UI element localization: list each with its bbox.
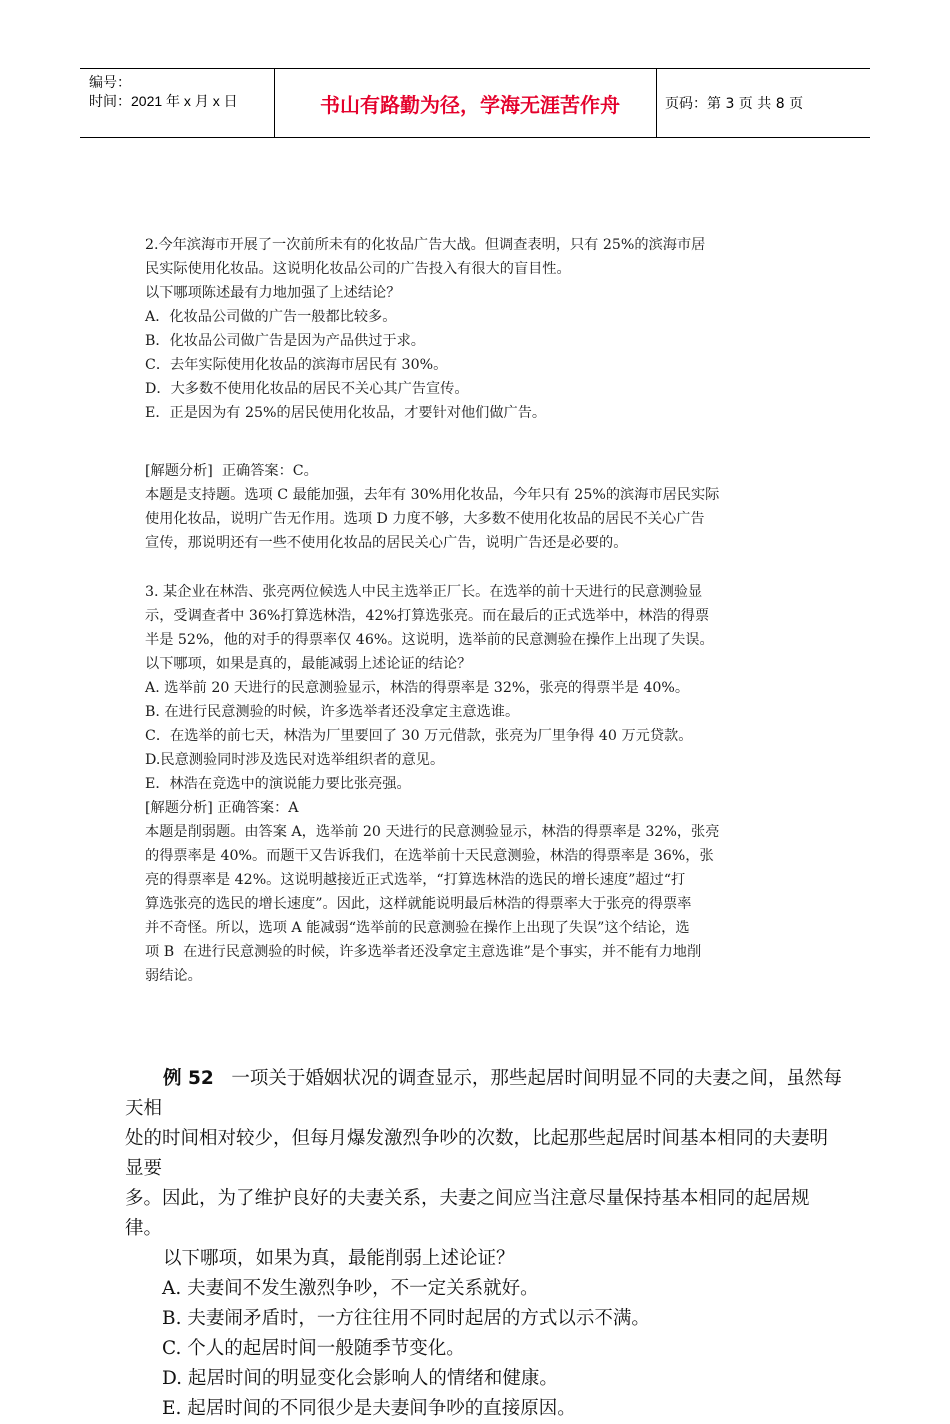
q2-option: C．去年实际使用化妆品的滨海市居民有 30%。	[145, 357, 448, 373]
q2-analysis-line: 使用化妆品，说明广告无作用。选项 D 力度不够，大多数不使用化妆品的居民不关心广告	[145, 511, 705, 527]
q3-option: C．在选举的前七天，林浩为厂里要回了 30 万元借款，张亮为厂里争得 40 万元贷款。	[145, 728, 693, 744]
ex52-option: E. 起居时间的不同很少是夫妻间争吵的直接原因。	[162, 1398, 576, 1419]
ex52-stem-line: 处的时间相对较少，但每月爆发激烈争吵的次数，比起那些起居时间基本相同的夫妻明显要	[125, 1128, 829, 1179]
q2-analysis-line: 宣传，那说明还有一些不使用化妆品的居民关心广告，说明广告还是必要的。	[145, 535, 628, 551]
q3-stem-line: 半是 52%，他的对手的得票率仅 46%。这说明，选举前的民意测验在操作上出现了失误。	[145, 632, 714, 648]
q3-analysis-line: 项 B 在进行民意测验的时候，许多选举者还没拿定主意选谁”是个事实，并不能有力地削	[145, 944, 702, 960]
q2-stem-line: 以下哪项陈述最有力地加强了上述结论？	[145, 285, 401, 301]
time-label: 时间：2021 年 x 月 x 日	[89, 93, 238, 109]
q2-stem-line: 民实际使用化妆品。这说明化妆品公司的广告投入有很大的盲目性。	[145, 261, 571, 277]
q2-option: A．化妆品公司做的广告一般都比较多。	[145, 309, 397, 325]
ex52-stem-line: 一项关于婚姻状况的调查显示，那些起居时间明显不同的夫妻之间，虽然每天相	[125, 1068, 842, 1119]
q2-analysis-line: 本题是支持题。选项 C 最能加强，去年有 30%用化妆品，今年只有 25%的滨海市居民实际	[145, 487, 720, 503]
q3-option: B. 在进行民意测验的时候，许多选举者还没拿定主意选谁。	[145, 704, 520, 720]
question-2	[145, 233, 810, 425]
header-divider	[274, 69, 275, 137]
ex52-question: 以下哪项，如果为真，最能削弱上述论证？	[163, 1248, 515, 1269]
q2-option: D．大多数不使用化妆品的居民不关心其广告宣传。	[145, 381, 469, 397]
ex52-option: B. 夫妻闹矛盾时，一方往往用不同时起居的方式以示不满。	[162, 1308, 650, 1329]
q3-analysis-line: 弱结论。	[145, 968, 202, 984]
q3-analysis-line: 的得票率是 40%。而题干又告诉我们，在选举前十天民意测验，林浩的得票率是 36%，张	[145, 848, 714, 864]
q3-analysis-line: 本题是削弱题。由答案 A，选举前 20 天进行的民意测验显示，林浩的得票率是 32%，张亮	[145, 824, 720, 840]
ex52-label: 例 52	[163, 1068, 214, 1089]
q3-analysis-line: 并不奇怪。所以，选项 A 能减弱“选举前的民意测验在操作上出现了失误”这个结论，选	[145, 920, 690, 936]
q3-option: D.民意测验同时涉及选民对选举组织者的意见。	[145, 752, 445, 768]
q3-analysis-line: 亮的得票率是 42%。这说明越接近正式选举，“打算选林浩的选民的增长速度”超过“打	[145, 872, 686, 888]
q3-stem-line: 3. 某企业在林浩、张亮两位候选人中民主选举正厂长。在选举的前十天进行的民意测验显	[145, 584, 703, 600]
ex52-option: C. 个人的起居时间一般随季节变化。	[162, 1338, 465, 1359]
header-motto: 书山有路勤为径，学海无涯苦作舟	[320, 92, 620, 117]
ex52-stem-first	[125, 1064, 845, 1124]
q3-option: A. 选举前 20 天进行的民意测验显示，林浩的得票率是 32%，张亮的得票半是 40%。	[145, 680, 690, 696]
question-3	[145, 580, 810, 988]
q3-stem-line: 以下哪项，如果是真的，最能减弱上述论证的结论？	[145, 656, 472, 672]
page-info: 页码：第 3 页 共 8 页	[665, 96, 804, 112]
example-52	[125, 1064, 845, 1424]
q2-analysis-title: [解题分析] 正确答案：C。	[145, 463, 318, 479]
ex52-option: A. 夫妻间不发生激烈争吵，不一定关系就好。	[162, 1278, 539, 1299]
q2-option: B．化妆品公司做广告是因为产品供过于求。	[145, 333, 425, 349]
q3-option: E．林浩在竞选中的演说能力要比张亮强。	[145, 776, 411, 792]
ex52-stem-line: 多。因此，为了维护良好的夫妻关系，夫妻之间应当注意尽量保持基本相同的起居规律。	[125, 1188, 810, 1239]
ex52-option: D. 起居时间的明显变化会影响人的情绪和健康。	[162, 1368, 558, 1389]
header-meta	[89, 73, 238, 111]
q2-analysis	[145, 459, 810, 555]
q2-stem-line: 2.今年滨海市开展了一次前所未有的化妆品广告大战。但调查表明，只有 25%的滨海市居	[145, 237, 706, 253]
q3-stem-line: 示，受调查者中 36%打算选林浩，42%打算选张亮。而在最后的正式选举中，林浩的得票	[145, 608, 710, 624]
q3-analysis-line: 算选张亮的选民的增长速度”。因此，这样就能说明最后林浩的得票率大于张亮的得票率	[145, 896, 692, 912]
q2-option: E．正是因为有 25%的居民使用化妆品，才要针对他们做广告。	[145, 405, 547, 421]
header-divider	[656, 69, 657, 137]
number-label: 编号：	[89, 74, 131, 90]
page-header	[80, 68, 870, 138]
q3-analysis-title: [解题分析] 正确答案：A	[145, 800, 299, 816]
